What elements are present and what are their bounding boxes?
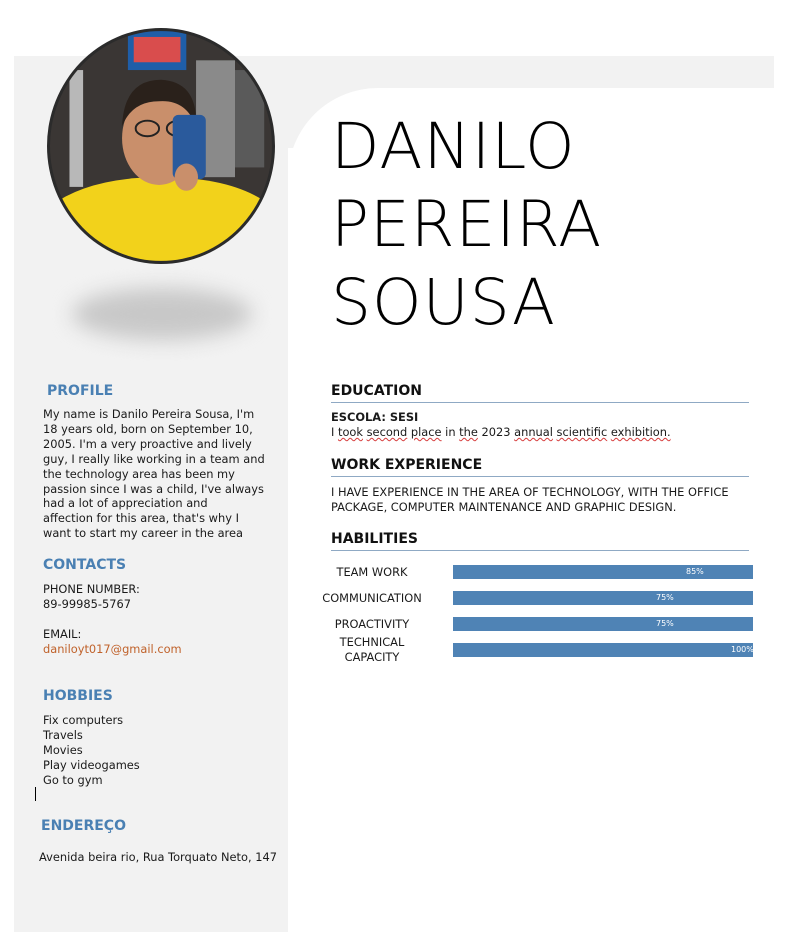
profile-photo <box>47 28 275 264</box>
profile-line: 2005. I'm a very proactive and lively <box>43 436 252 451</box>
name-first: DANILO <box>331 110 576 183</box>
work-line: I HAVE EXPERIENCE IN THE AREA OF TECHNOLOGY, WITH THE OFFICE <box>331 485 729 499</box>
work-heading: WORK EXPERIENCE <box>331 457 749 477</box>
skill-fill <box>453 591 753 605</box>
skill-label-proactivity: PROACTIVITY <box>334 617 410 631</box>
hobbies-list <box>43 713 140 788</box>
profile-line: had a lot of appreciation and <box>43 496 208 511</box>
education-heading: EDUCATION <box>331 383 749 403</box>
contacts-block <box>43 582 182 657</box>
skill-percent: 85% <box>686 567 704 576</box>
hobby-item: Play videogames <box>43 757 140 772</box>
profile-line: want to start my career in the area <box>43 526 243 541</box>
address-text <box>39 850 277 865</box>
profile-line: the technology area has been my <box>43 466 235 481</box>
email-label: EMAIL: <box>43 626 82 641</box>
phone-label: PHONE NUMBER: <box>43 582 140 596</box>
profile-line: guy, I really like working in a team and <box>43 451 265 466</box>
email-link[interactable]: daniloyt017@gmail.com <box>43 641 182 656</box>
skill-percent: 75% <box>656 619 674 628</box>
skill-label-communication: COMMUNICATION <box>322 591 422 605</box>
hobby-item: Movies <box>43 742 83 757</box>
education-detail: I took second place in the 2023 annual scientific exhibition. <box>331 424 671 439</box>
skill-bar-communication <box>453 591 753 605</box>
skill-bar-team-work <box>453 565 753 579</box>
text-cursor <box>35 787 36 801</box>
contacts-heading: CONTACTS <box>43 557 127 573</box>
hobby-item: Travels <box>43 727 83 742</box>
skill-fill <box>453 617 753 631</box>
skill-label-technical-capacity: TECHNICAL CAPACITY <box>339 635 405 664</box>
profile-line: 18 years old, born on September 10, <box>43 421 253 436</box>
skill-label-team-work: TEAM WORK <box>336 565 408 579</box>
work-block <box>331 485 729 515</box>
photo-shadow <box>72 288 252 340</box>
habilities-heading: HABILITIES <box>331 531 749 551</box>
profile-line: affection for this area, that's why I <box>43 511 239 526</box>
name-middle: PEREIRA <box>331 188 603 261</box>
skill-bar-technical-capacity <box>453 643 753 657</box>
profile-heading: PROFILE <box>47 383 114 399</box>
skill-fill <box>453 643 753 657</box>
name-last: SOUSA <box>331 266 556 339</box>
skill-percent: 75% <box>656 593 674 602</box>
address-line: Avenida beira rio, Rua Torquato Neto, 147 <box>39 850 277 864</box>
skill-percent: 100% <box>731 645 754 654</box>
profile-line: passion since I was a child, I've always <box>43 481 264 496</box>
skill-fill <box>453 565 753 579</box>
hobbies-heading: HOBBIES <box>43 688 113 704</box>
phone-number: 89-99985-5767 <box>43 596 131 611</box>
profile-photo-illustration <box>50 31 272 261</box>
address-heading: ENDEREÇO <box>41 818 126 834</box>
education-block <box>331 410 671 440</box>
profile-text <box>43 407 265 541</box>
education-school: ESCOLA: SESI <box>331 410 419 424</box>
contacts-spacer <box>43 612 182 627</box>
full-name <box>331 108 602 342</box>
work-line: PACKAGE, COMPUTER MAINTENANCE AND GRAPHIC DESIGN. <box>331 499 677 514</box>
hobby-item: Go to gym <box>43 772 103 787</box>
skill-bar-proactivity <box>453 617 753 631</box>
hobby-item: Fix computers <box>43 713 124 727</box>
profile-line: My name is Danilo Pereira Sousa, I'm <box>43 407 255 421</box>
